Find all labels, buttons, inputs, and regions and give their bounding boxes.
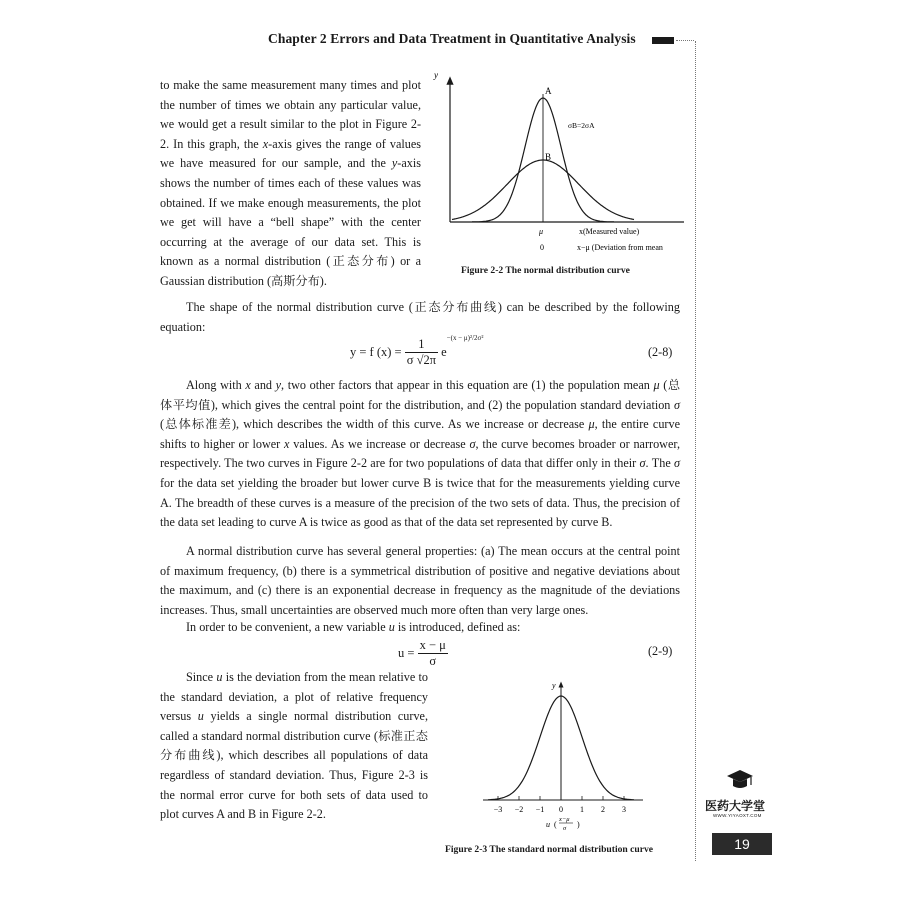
figure-2-2-caption: Figure 2-2 The normal distribution curve: [461, 265, 630, 276]
equation-2-9-number: (2-9): [648, 644, 673, 658]
fig23-tick-label: −1: [535, 805, 545, 814]
paragraph-new-variable: In order to be convenient, a new variable u is introduced, defined as:: [186, 620, 521, 634]
fig22-zero-label: 0: [540, 243, 544, 252]
figure-2-3-chart: [478, 676, 648, 836]
fig23-tick-label: 2: [601, 805, 605, 814]
eq28-lhs: y = f (x) =: [350, 345, 405, 359]
eq29-denominator: σ: [429, 654, 437, 668]
eq28-denominator: σ √2π: [406, 353, 437, 367]
equation-2-8-number: (2-8): [648, 345, 673, 359]
margin-dotted-line: [695, 41, 696, 861]
fig23-frac-num: x−μ: [559, 816, 570, 823]
eq28-numerator: 1: [405, 337, 438, 353]
logo-text: 医药大学堂: [705, 799, 766, 813]
paragraph-curve-shape: The shape of the normal distribution curve (正态分布曲线) can be described by the following equation:: [160, 300, 680, 334]
header-bar-decoration: [652, 37, 674, 44]
header-dotted-line: [676, 40, 694, 41]
fig23-paren-close: ): [577, 820, 580, 829]
fig23-u-label: u: [546, 820, 550, 829]
eq28-exp-base: e: [441, 345, 447, 359]
fig22-x-axis-label: x(Measured value): [579, 227, 640, 236]
eq29-lhs: u =: [398, 646, 418, 660]
figure-2-2-chart: [432, 72, 688, 262]
equation-2-9: [398, 638, 448, 669]
running-header: Chapter 2 Errors and Data Treatment in Quantitative Analysis: [268, 31, 636, 46]
fig22-mu-label: μ: [539, 227, 544, 236]
fig23-frac-den: σ: [563, 825, 567, 832]
fig23-tick-label: 3: [622, 805, 626, 814]
eq28-exponent: −(x − μ)²/2σ²: [446, 334, 484, 343]
figure-2-3-caption: Figure 2-3 The standard normal distribution curve: [445, 844, 654, 855]
fig22-sigma-note: σB=2σA: [568, 121, 595, 130]
fig22-deviation-label: x−μ (Deviation from mean: [577, 243, 663, 252]
fig22-label-a: A: [545, 86, 552, 96]
page-number: 19: [712, 833, 772, 855]
paragraph-properties: A normal distribution curve has several general properties: (a) The mean occurs at the central point of maximum frequency, (b) there is a symmetrical distribution of positive and negative deviations about the maximum, and (c) there is an exponential decrease in frequency as the magnitude of the deviations increases. Thus, small uncertainties are observed much more often than very large ones.: [160, 544, 680, 617]
paragraph-parameters: Along with x and y, two other factors that appear in this equation are (1) the population mean μ (总体平均值), which gives the central point for the distribution, and (2) the population standard deviation σ (总体标准差), which describes the width of this curve. As we increase or decrease μ, the entire curve shifts to higher or lower x values. As we increase or decrease σ, the curve becomes broader or narrower, respectively. The two curves in Figure 2-2 are for two populations of data that differ only in their σ. The σ for the data set yielding the broader but lower curve B is twice that for the measurements yielding curve A. The breadth of these curves is a measure of the precision of the two sets of data. Thus, the precision of the data set leading to curve A is twice as good as that of the data set represented by curve B.: [160, 378, 681, 530]
fig22-label-b: B: [545, 152, 552, 162]
fig22-y-label: y: [434, 72, 438, 80]
fig23-tick-label: 1: [580, 805, 584, 814]
logo-url: WWW.YIYAOXT.COM: [713, 813, 762, 818]
fig23-tick-label: 0: [559, 805, 563, 814]
fig23-y-label: y: [552, 681, 556, 690]
intro-paragraph: to make the same measurement many times and plot the number of times we obtain any particular value, we would get a result similar to the plot in Figure 2-2. In this graph, the x-axis gives the range of values we have measured for our sample, and the y-axis shows the number of times each of these values was obtained. If we make enough measurements, the plot we get will have a “bell shape” with the center occurring at the average of our data set. This is known as a normal distribution (正态分布) or a Gaussian distribution (高斯分布).: [160, 78, 421, 288]
fig23-tick-label: −3: [493, 805, 503, 814]
equation-2-8: [350, 334, 484, 368]
eq29-numerator: x − μ: [419, 638, 446, 652]
graduation-cap-icon: [725, 768, 755, 794]
fig23-paren-open: (: [554, 820, 557, 829]
fig23-tick-label: −2: [514, 805, 524, 814]
paragraph-standard-curve: Since u is the deviation from the mean relative to the standard deviation, a plot of relative frequency versus u yields a single normal distribution curve, called a standard normal distribution curve (标准正态分布曲线), which describes all populations of data regardless of standard deviation. Thus, Figure 2-3 is the normal error curve for both sets of data used to plot curves A and B in Figure 2-2.: [160, 670, 428, 822]
